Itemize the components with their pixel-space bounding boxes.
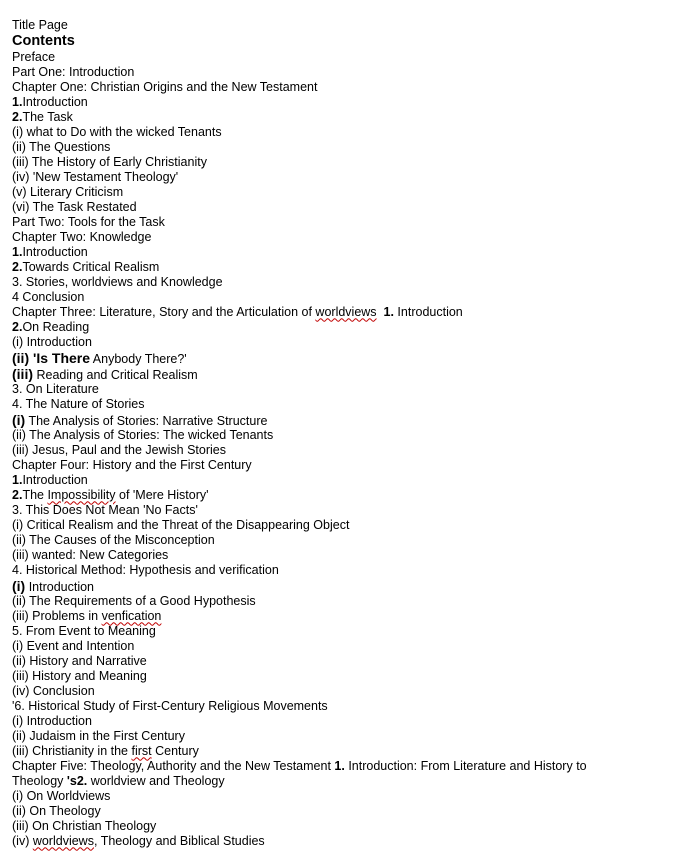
section-label: The bbox=[22, 487, 48, 502]
toc-ch3-iii[interactable] bbox=[12, 366, 662, 382]
toc-ch2-introduction[interactable] bbox=[12, 245, 662, 260]
toc-ch4-historical-method[interactable]: 4. Historical Method: Hypothesis and verification bbox=[12, 562, 279, 577]
section-label: Reading and Critical Realism bbox=[33, 367, 198, 382]
misspelled-word: Impossibility bbox=[47, 487, 116, 502]
toc-ch2-stories[interactable]: 3. Stories, worldviews and Knowledge bbox=[12, 274, 223, 289]
toc-ch1-iii[interactable]: (iii) The History of Early Christianity bbox=[12, 154, 207, 169]
section-label: Introduction bbox=[22, 472, 88, 487]
toc-ch5-i[interactable]: (i) On Worldviews bbox=[12, 788, 111, 803]
section-label-end: of 'Mere History' bbox=[115, 487, 209, 502]
toc-title-page[interactable]: Title Page bbox=[12, 18, 68, 32]
toc-ch1-v[interactable]: (v) Literary Criticism bbox=[12, 184, 124, 199]
toc-ch4-historical-study[interactable]: '6. Historical Study of First-Century Religious Movements bbox=[12, 698, 328, 713]
section-number: 1. bbox=[12, 244, 23, 259]
section-label: Introduction bbox=[393, 304, 463, 319]
section-label: The Analysis of Stories: Narrative Structure bbox=[25, 413, 268, 428]
toc-ch4-6-iii[interactable] bbox=[12, 744, 662, 759]
toc-ch3-on-literature[interactable]: 3. On Literature bbox=[12, 381, 99, 396]
toc-ch4-5-i[interactable]: (i) Event and Intention bbox=[12, 638, 135, 653]
toc-ch2-conclusion[interactable]: 4 Conclusion bbox=[12, 289, 85, 304]
toc-chapter-two[interactable]: Chapter Two: Knowledge bbox=[12, 229, 152, 244]
toc-part-one[interactable]: Part One: Introduction bbox=[12, 64, 135, 79]
section-label: Anybody There?' bbox=[90, 351, 187, 366]
toc-ch4-4-iii[interactable] bbox=[12, 609, 662, 624]
section-label: (iv) bbox=[12, 833, 33, 848]
contents-heading: Contents bbox=[12, 33, 75, 49]
toc-ch3-4-ii[interactable]: (ii) The Analysis of Stories: The wicked Tenants bbox=[12, 427, 274, 442]
section-number: 2. bbox=[12, 319, 23, 334]
misspelled-word: worldviews bbox=[32, 833, 94, 848]
toc-ch1-iv[interactable]: (iv) 'New Testament Theology' bbox=[12, 169, 179, 184]
section-label: (iii) Problems in bbox=[12, 608, 102, 623]
toc-ch3-4-i[interactable] bbox=[12, 412, 662, 428]
chapter-label: Chapter Three: Literature, Story and the Articulation of bbox=[12, 304, 316, 319]
toc-ch1-i[interactable]: (i) what to Do with the wicked Tenants bbox=[12, 124, 222, 139]
toc-ch4-3-ii[interactable]: (ii) The Causes of the Misconception bbox=[12, 532, 215, 547]
misspelled-word: worldviews bbox=[315, 304, 377, 319]
toc-chapter-four[interactable]: Chapter Four: History and the First Century bbox=[12, 457, 252, 472]
toc-ch2-critical-realism[interactable] bbox=[12, 260, 662, 275]
section-label: Introduction bbox=[22, 244, 88, 259]
toc-ch5-iii[interactable]: (iii) On Christian Theology bbox=[12, 818, 157, 833]
section-number: 1. bbox=[12, 94, 23, 109]
toc-ch3-nature-of-stories[interactable]: 4. The Nature of Stories bbox=[12, 396, 145, 411]
section-label: On Reading bbox=[22, 319, 90, 334]
toc-ch4-5-ii[interactable]: (ii) History and Narrative bbox=[12, 653, 147, 668]
toc-ch1-introduction[interactable] bbox=[12, 95, 662, 110]
toc-ch4-5-iii[interactable]: (iii) History and Meaning bbox=[12, 668, 147, 683]
toc-ch4-impossibility[interactable] bbox=[12, 488, 662, 503]
section-label: worldview and Theology bbox=[87, 773, 225, 788]
section-number: 's2. bbox=[66, 773, 88, 788]
toc-ch5-worldview[interactable] bbox=[12, 774, 662, 789]
section-number: 1. bbox=[383, 304, 394, 319]
toc-ch1-vi[interactable]: (vi) The Task Restated bbox=[12, 199, 137, 214]
toc-chapter-five[interactable] bbox=[12, 759, 662, 774]
section-label-bold: (i) bbox=[12, 577, 26, 594]
toc-preface[interactable]: Preface bbox=[12, 49, 56, 64]
toc-ch3-ii[interactable] bbox=[12, 350, 662, 366]
toc-chapter-one[interactable]: Chapter One: Christian Origins and the New Testament bbox=[12, 79, 318, 94]
toc-ch4-4-i[interactable] bbox=[12, 578, 662, 594]
section-label-end: Century bbox=[151, 743, 199, 758]
section-label: Introduction bbox=[22, 94, 88, 109]
toc-part-two[interactable]: Part Two: Tools for the Task bbox=[12, 214, 165, 229]
section-label: The Task bbox=[22, 109, 73, 124]
table-of-contents bbox=[12, 18, 662, 849]
toc-ch4-4-ii[interactable]: (ii) The Requirements of a Good Hypothesis bbox=[12, 593, 256, 608]
misspelled-word: first bbox=[131, 743, 152, 758]
toc-ch4-6-ii[interactable]: (ii) Judaism in the First Century bbox=[12, 728, 185, 743]
toc-ch4-5-iv[interactable]: (iv) Conclusion bbox=[12, 683, 95, 698]
section-number: 1. bbox=[12, 472, 23, 487]
section-number: 2. bbox=[12, 259, 23, 274]
toc-ch1-task[interactable] bbox=[12, 110, 662, 125]
toc-ch4-introduction[interactable] bbox=[12, 473, 662, 488]
toc-ch1-ii[interactable]: (ii) The Questions bbox=[12, 139, 111, 154]
chapter-label-cont: Theology bbox=[12, 773, 67, 788]
toc-ch5-iv[interactable] bbox=[12, 834, 662, 849]
section-label: (iii) Christianity in the bbox=[12, 743, 132, 758]
section-number: 1. bbox=[334, 758, 345, 773]
toc-ch5-ii[interactable]: (ii) On Theology bbox=[12, 803, 101, 818]
chapter-label: Chapter Five: Theology, Authority and the New Testament bbox=[12, 758, 335, 773]
section-number: 2. bbox=[12, 487, 23, 502]
toc-ch3-4-iii[interactable]: (iii) Jesus, Paul and the Jewish Stories bbox=[12, 442, 226, 457]
toc-ch4-event-to-meaning[interactable]: 5. From Event to Meaning bbox=[12, 623, 156, 638]
misspelled-word: venfication bbox=[101, 608, 162, 623]
toc-ch3-i[interactable]: (i) Introduction bbox=[12, 334, 92, 349]
section-label: Introduction bbox=[25, 579, 95, 594]
section-label-bold: (iii) bbox=[12, 365, 33, 382]
section-label: Introduction: From Literature and History to bbox=[344, 758, 587, 773]
toc-ch4-no-facts[interactable]: 3. This Does Not Mean 'No Facts' bbox=[12, 502, 198, 517]
section-label: Towards Critical Realism bbox=[22, 259, 160, 274]
section-label-bold: (ii) 'Is There bbox=[12, 349, 91, 366]
section-label-bold: (i) bbox=[12, 411, 26, 428]
toc-ch3-on-reading[interactable] bbox=[12, 320, 662, 335]
toc-chapter-three[interactable] bbox=[12, 305, 662, 320]
toc-ch4-3-i[interactable]: (i) Critical Realism and the Threat of the Disappearing Object bbox=[12, 517, 350, 532]
toc-ch4-3-iii[interactable]: (iii) wanted: New Categories bbox=[12, 547, 169, 562]
section-label-end: , Theology and Biblical Studies bbox=[93, 833, 265, 848]
toc-ch4-6-i[interactable]: (i) Introduction bbox=[12, 713, 92, 728]
section-number: 2. bbox=[12, 109, 23, 124]
